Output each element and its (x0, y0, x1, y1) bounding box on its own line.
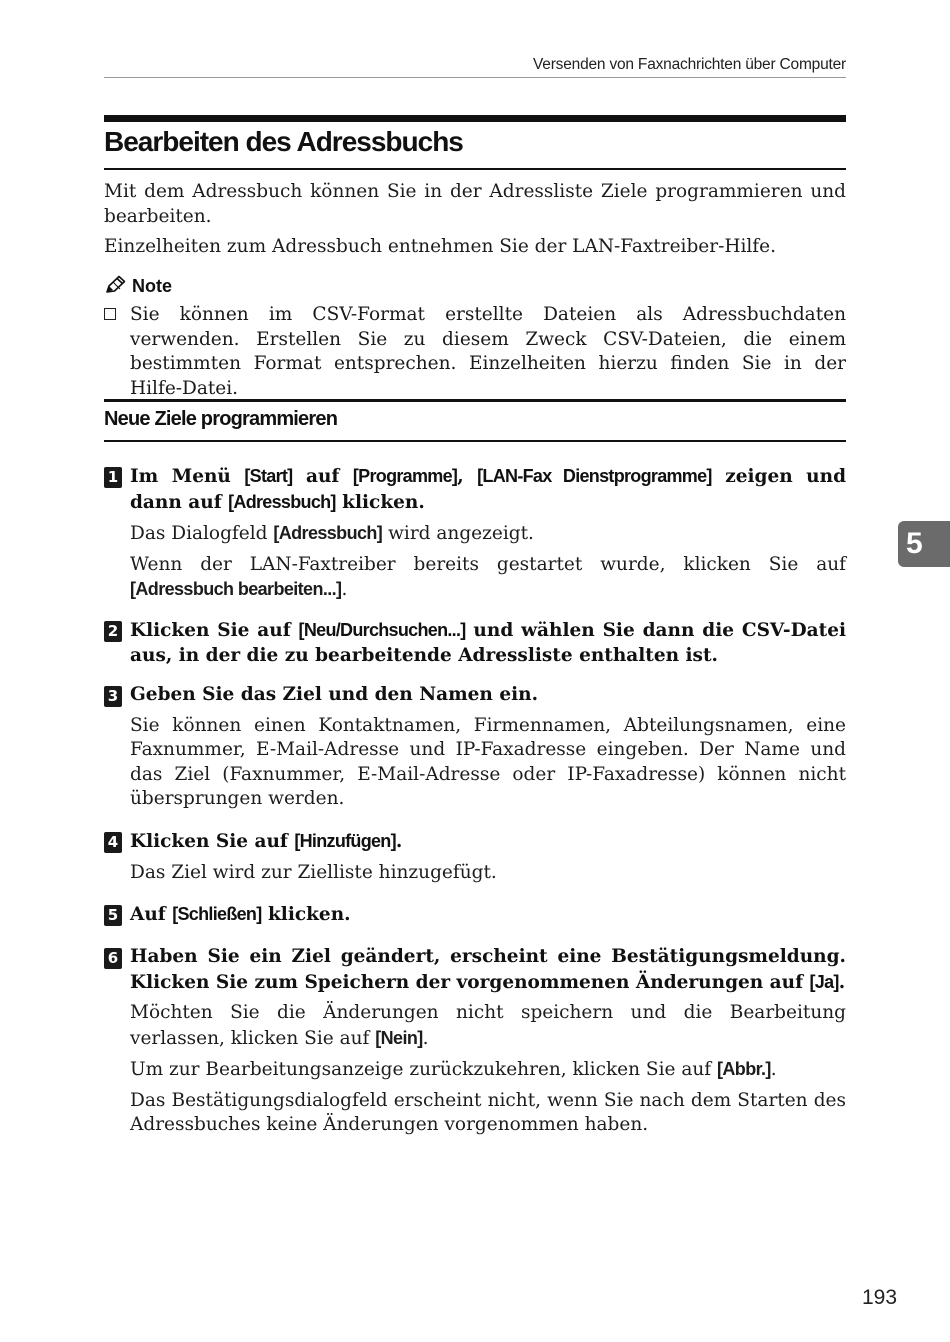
title-rule (104, 168, 846, 170)
step-6 (104, 945, 846, 1138)
section-title: Neue Ziele programmieren (104, 408, 338, 430)
step-instruction: Klicken Sie auf [Neu/Durchsuchen...] und wählen Sie dann die CSV-Datei aus, in der die zu bearbeitende Adressliste enthalten ist. (130, 620, 846, 666)
section-rule-top (104, 399, 846, 402)
title-bar (104, 115, 846, 122)
step-instruction: Geben Sie das Ziel und den Namen ein. (130, 684, 539, 705)
step-2 (104, 618, 846, 668)
step-number: 5 (104, 905, 122, 926)
step-description: Wenn der LAN-Faxtreiber bereits gestartet wurde, klicken Sie auf [Adressbuch bearbeiten...]. (130, 553, 846, 600)
step-number: 1 (104, 467, 122, 488)
step-5 (104, 902, 846, 928)
note-heading (104, 275, 172, 297)
intro-paragraph-2: Einzelheiten zum Adressbuch entnehmen Sie der LAN-Faxtreiber-Hilfe. (104, 236, 776, 257)
checkbox-bullet-icon (104, 308, 116, 320)
step-description: Das Dialogfeld [Adressbuch] wird angezeigt. (130, 523, 534, 544)
step-number: 2 (104, 621, 122, 642)
step-description: Das Ziel wird zur Zielliste hinzugefügt. (130, 861, 497, 883)
step-instruction: Auf [Schließen] klicken. (130, 904, 351, 925)
step-instruction: Im Menü [Start] auf [Programme], [LAN-Fax Dienstprogramme] zeigen und dann auf [Adressbuch] klicken. (130, 466, 847, 513)
note-label: Note (132, 276, 172, 296)
note-item-text: Sie können im CSV-Format erstellte Dateien als Adressbuchdaten verwenden. Erstellen Sie zu diesem Zweck CSV-Dateien, die einem bestimmten Format entsprechen. Einzelheiten hierzu finden Sie in der Hilfe-Datei. (130, 304, 846, 399)
step-number: 4 (104, 832, 122, 853)
intro-paragraph-1: Mit dem Adressbuch können Sie in der Adressliste Ziele programmieren und bearbeiten. (104, 181, 846, 227)
page-title: Bearbeiten des Adressbuchs (104, 126, 463, 157)
step-number: 6 (104, 948, 122, 969)
note-item (104, 303, 846, 401)
step-description: Möchten Sie die Änderungen nicht speichern und die Bearbeitung verlassen, klicken Sie auf [Nein]. (130, 1002, 846, 1049)
section-rule-bottom (104, 440, 846, 442)
step-4 (104, 829, 846, 885)
step-description: Das Bestätigungsdialogfeld erscheint nicht, wenn Sie nach dem Starten des Adressbuches keine Änderungen vorgenommen haben. (130, 1089, 846, 1135)
step-instruction: Haben Sie ein Ziel geändert, erscheint eine Bestätigungsmeldung. Klicken Sie zum Speichern der vorgenommenen Änderungen auf [Ja]. (130, 946, 846, 993)
step-3 (104, 683, 846, 812)
step-description: Um zur Bearbeitungsanzeige zurückzukehren, klicken Sie auf [Abbr.]. (130, 1059, 777, 1080)
step-number: 3 (104, 686, 122, 707)
header-rule (104, 77, 846, 78)
pencil-icon (104, 275, 128, 295)
step-description: Sie können einen Kontaktnamen, Firmennamen, Abteilungsnamen, eine Faxnummer, E-Mail-Adresse und IP-Faxadresse eingeben. Der Name und das Ziel (Faxnummer, E-Mail-Adresse oder IP-Faxadresse) können nicht übersprungen werden. (130, 714, 846, 809)
running-header: Versenden von Faxnachrichten über Computer (533, 56, 846, 73)
step-instruction: Klicken Sie auf [Hinzufügen]. (130, 831, 403, 852)
step-1 (104, 464, 846, 603)
page-number: 193 (862, 1286, 898, 1309)
chapter-tab: 5 (898, 521, 950, 567)
